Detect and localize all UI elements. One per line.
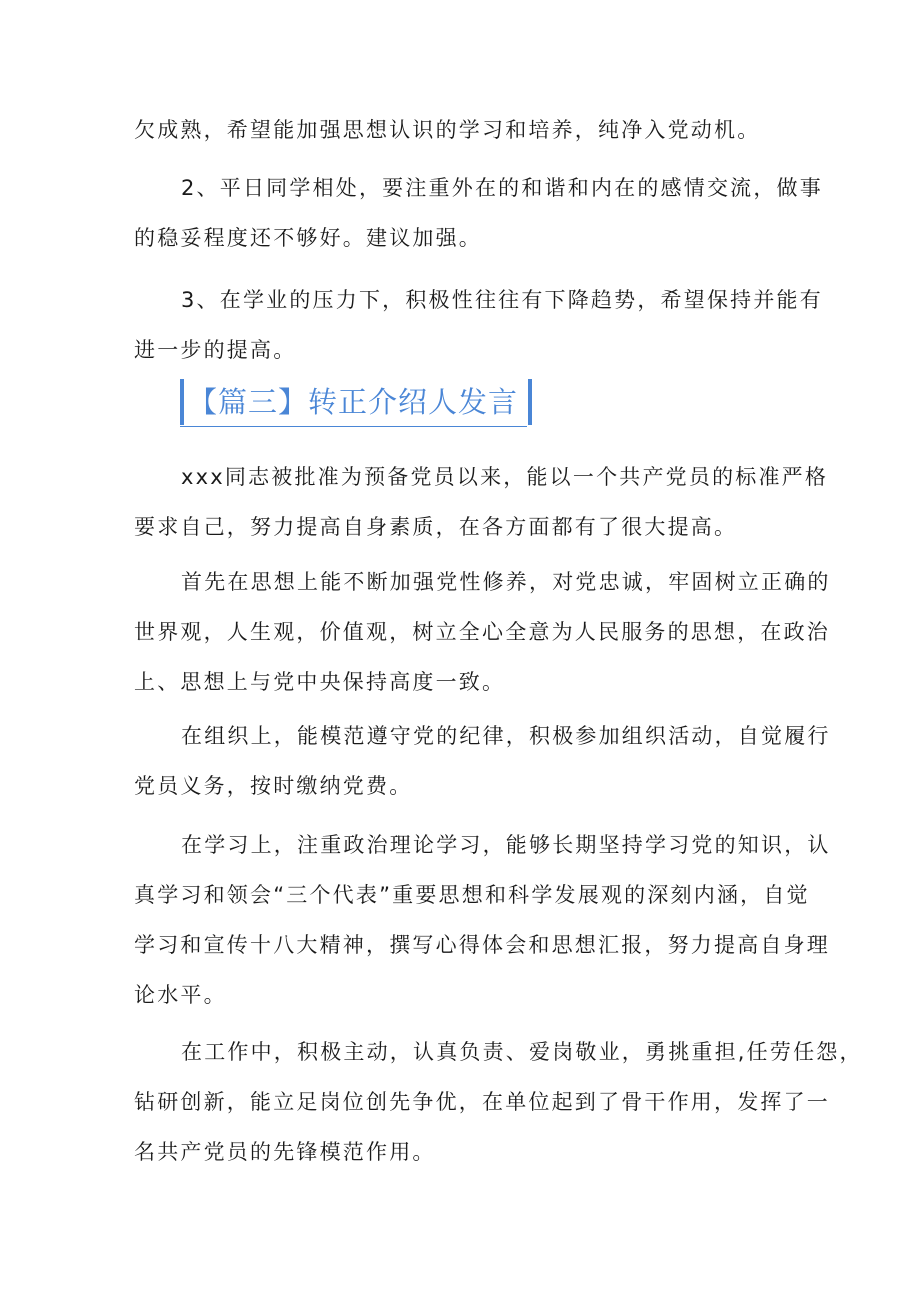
paragraph-3: [134, 711, 831, 811]
paragraph-2: [134, 557, 831, 707]
text-line: 2、平日同学相处，要注重外在的和谐和内在的感情交流，做事: [181, 176, 823, 200]
heading-right-bar: [528, 379, 532, 425]
text-line: 在学习上，注重政治理论学习，能够长期坚持学习党的知识，认: [181, 833, 831, 857]
text-line: 3、在学业的压力下，积极性往往有下降趋势，希望保持并能有: [181, 288, 823, 312]
heading-underline: [180, 426, 527, 427]
text-line: 学习和宣传十八大精神，撰写心得体会和思想汇报，努力提高自身理: [134, 933, 830, 957]
text-line: 的稳妥程度还不够好。建议加强。: [134, 226, 482, 250]
paragraph-carryover: [134, 105, 794, 155]
paragraph-4: [134, 820, 831, 1020]
text-line: 欠成熟，希望能加强思想认识的学习和培养，纯净入党动机。: [134, 118, 761, 142]
text-line: 要求自己，努力提高自身素质，在各方面都有了很大提高。: [134, 515, 738, 539]
text-line: 在工作中，积极主动，认真负责、爱岗敬业，勇挑重担,任劳任怨，: [181, 1040, 863, 1064]
text-line: 首先在思想上能不断加强党性修养，对党忠诚，牢固树立正确的: [181, 570, 831, 594]
text-line: 世界观，人生观，价值观，树立全心全意为人民服务的思想，在政治: [134, 620, 830, 644]
section-heading: [180, 376, 532, 428]
section-heading-text: 【篇三】转正介绍人发言: [188, 385, 519, 419]
text-line: 名共产党员的先锋模范作用。: [134, 1140, 436, 1164]
text-line: xxx同志被批准为预备党员以来，能以一个共产党员的标准严格: [181, 465, 829, 489]
text-line: 进一步的提高。: [134, 338, 297, 362]
paragraph-5: [134, 1027, 863, 1177]
paragraph-item-3: [134, 275, 823, 375]
text-line: 真学习和领会“三个代表”重要思想和科学发展观的深刻内涵，自觉: [134, 883, 810, 907]
text-line: 上、思想上与党中央保持高度一致。: [134, 670, 506, 694]
text-line: 论水平。: [134, 983, 227, 1007]
paragraph-item-2: [134, 163, 823, 263]
text-line: 钻研创新，能立足岗位创先争优，在单位起到了骨干作用，发挥了一: [134, 1090, 830, 1114]
text-line: 党员义务，按时缴纳党费。: [134, 774, 413, 798]
paragraph-1: [134, 452, 829, 552]
text-line: 在组织上，能模范遵守党的纪律，积极参加组织活动，自觉履行: [181, 724, 831, 748]
